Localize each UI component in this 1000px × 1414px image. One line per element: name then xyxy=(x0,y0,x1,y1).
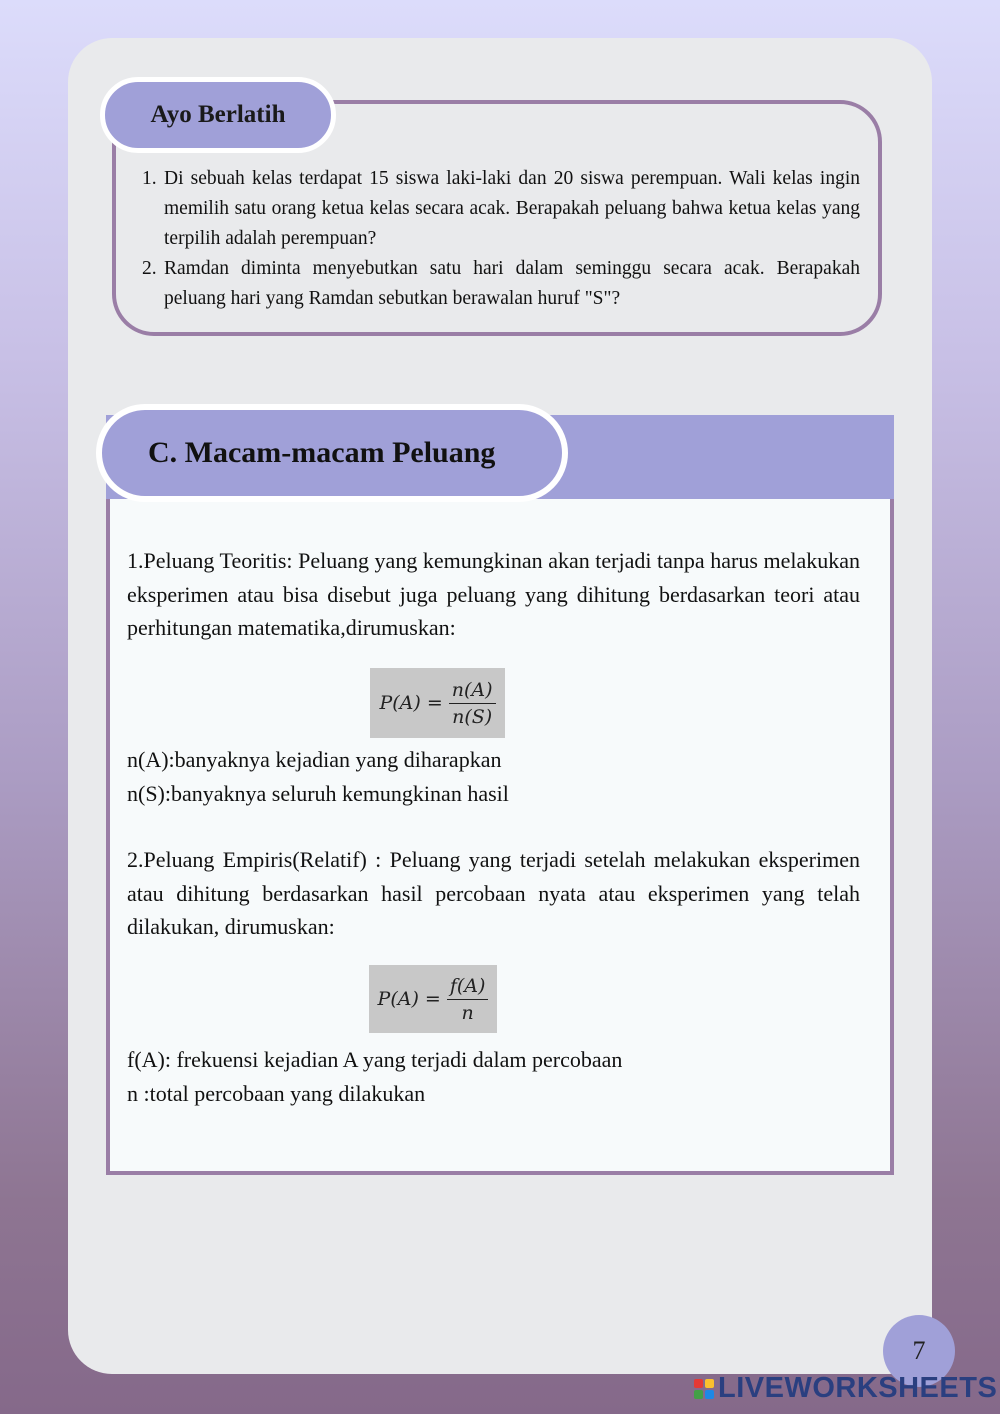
practice-item-text: Di sebuah kelas terdapat 15 siswa laki-laki dan 20 siswa perempuan. Wali kelas ingin memilih satu orang ketua kelas secara acak. Berapakah peluang bahwa ketua kelas yang terpilih adalah perempuan? xyxy=(164,168,860,249)
practice-item xyxy=(142,164,860,254)
empirical-description: 2.Peluang Empiris(Relatif) : Peluang yang terjadi setelah melakukan eksperimen atau dihitung berdasarkan hasil percobaan nyata atau eksperimen yang telah dilakukan, dirumuskan: xyxy=(127,847,860,939)
brand-name: LIVEWORKSHEETS xyxy=(718,1372,998,1404)
section-title: C. Macam-macam Peluang xyxy=(148,436,496,469)
formula-denominator: n xyxy=(461,1001,474,1024)
formula-numerator: n(A) xyxy=(449,679,496,704)
formula-denominator: n(S) xyxy=(452,705,493,728)
formula-lhs: P(A) = xyxy=(377,988,441,1010)
theoretical-description: 1.Peluang Teoritis: Peluang yang kemungkinan akan terjadi tanpa harus melakukan eksperimen atau bisa disebut juga peluang yang dihitung berdasarkan teori atau perhitungan matematika,dirumuskan: xyxy=(127,548,860,640)
practice-item-number: 1. xyxy=(142,168,157,189)
practice-header xyxy=(100,77,336,153)
theoretical-formula xyxy=(370,668,505,738)
page-number: 7 xyxy=(912,1336,926,1365)
empirical-formula xyxy=(369,965,497,1033)
theoretical-definition: n(A):banyaknya kejadian yang diharapkan xyxy=(127,747,502,772)
practice-item-number: 2. xyxy=(142,258,157,279)
formula-fraction xyxy=(447,975,489,1024)
liveworksheets-brand[interactable] xyxy=(694,1372,997,1405)
empirical-definition: n :total percobaan yang dilakukan xyxy=(127,1081,426,1106)
formula-lhs: P(A) = xyxy=(379,692,443,714)
theoretical-definition: n(S):banyaknya seluruh kemungkinan hasil xyxy=(127,781,509,806)
formula-fraction xyxy=(449,679,496,728)
practice-item-text: Ramdan diminta menyebutkan satu hari dalam seminggu secara acak. Berapakah peluang hari yang Ramdan sebutkan berawalan huruf "S"? xyxy=(164,258,860,309)
practice-title: Ayo Berlatih xyxy=(150,101,286,128)
practice-list xyxy=(142,164,860,314)
liveworksheets-logo-icon xyxy=(694,1379,714,1399)
practice-item xyxy=(142,254,860,314)
formula-numerator: f(A) xyxy=(447,975,489,1000)
section-header xyxy=(96,404,568,502)
empirical-definition: f(A): frekuensi kejadian A yang terjadi dalam percobaan xyxy=(127,1047,623,1072)
